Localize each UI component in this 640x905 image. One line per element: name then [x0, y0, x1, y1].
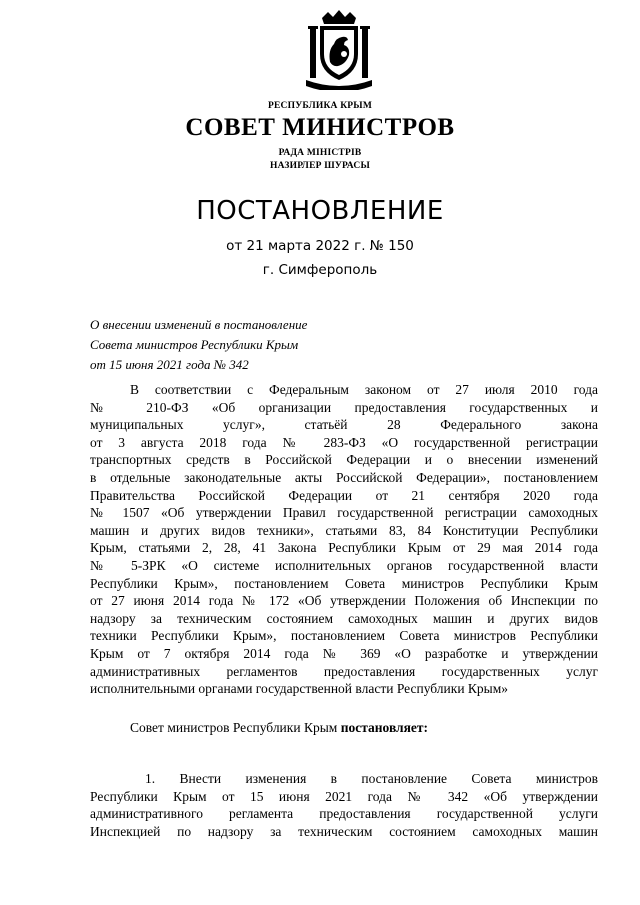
document-city: г. Симферополь: [262, 262, 378, 278]
item-line: 1. Внести изменения в постановление Совета министров: [145, 771, 598, 786]
item-line: Инспекцией по надзору за техническим состоянием самоходных машин: [90, 823, 598, 839]
preamble-line: № 5-ЗРК «О системе исполнительных органов государственной власти: [90, 557, 598, 573]
preamble-line: Крым от 7 октября 2014 года № 369 «О разработке и утверждении: [90, 645, 598, 661]
preamble-line: Правительства Российской Федерации от 21 сентября 2020 года: [90, 487, 598, 503]
coat-of-arms-emblem: [300, 10, 378, 90]
preamble-line: машин и других видов техники», статьями 83, 84 Конституции Республики: [90, 522, 598, 538]
preamble-line: муниципальных услуг», статьёй 28 Федерального закона: [90, 417, 598, 433]
decree-verb: постановляет:: [340, 720, 429, 735]
preamble-line: транспортных средств в Российской Федерации и о внесении изменений: [90, 452, 598, 468]
council-name: СОВЕТ МИНИСТРОВ: [185, 114, 455, 141]
preamble-line: от 3 августа 2018 года № 283-ФЗ «О государственной регистрации: [90, 434, 598, 450]
subject-line: Совета министров Республики Крым: [90, 337, 299, 352]
preamble-line: № 1507 «Об утверждении Правил государственной регистрации самоходных: [90, 505, 598, 521]
preamble-line: надзору за техническим состоянием самоходных машин и других видов: [90, 610, 598, 626]
subject-line: от 15 июня 2021 года № 342: [90, 357, 249, 372]
preamble-line: исполнительными органами государственной власти Республики Крым»: [90, 681, 509, 697]
document-title: ПОСТАНОВЛЕНИЕ: [196, 196, 444, 226]
council-name-crimean-tatar: НАЗИРЛЕР ШУРАСЫ: [270, 161, 370, 171]
preamble-paragraph: [90, 381, 598, 698]
item-line: Республики Крым от 15 июня 2021 года № 342 «Об утверждении: [90, 788, 598, 804]
decree-prefix: Совет министров Республики Крым: [130, 720, 341, 735]
preamble-line: административных регламентов предоставления государственных услуг: [90, 663, 598, 679]
preamble-line: от 27 июня 2014 года № 172 «Об утверждении Положения об Инспекции по: [90, 593, 598, 609]
item-1-paragraph: [90, 770, 598, 840]
preamble-line: Республики Крым», постановлением Совета министров Республики Крым: [90, 575, 598, 591]
preamble-line: в отдельные законодательные акты Российской Федерации», постановлением: [90, 469, 598, 485]
republic-name: РЕСПУБЛИКА КРЫМ: [268, 101, 372, 111]
preamble-line: В соответствии с Федеральным законом от 27 июля 2010 года: [130, 382, 598, 397]
document-date-number: от 21 марта 2022 г. № 150: [226, 238, 414, 254]
council-name-ukrainian: РАДА МІНІСТРІВ: [278, 148, 362, 158]
decree-statement: [130, 720, 428, 736]
item-line: административного регламента предоставления государственной услуги: [90, 806, 598, 822]
preamble-line: Крым, статьями 2, 28, 41 Закона Республики Крым от 29 мая 2014 года: [90, 540, 598, 556]
subject-line: О внесении изменений в постановление: [90, 317, 308, 332]
document-subject: [90, 315, 450, 375]
preamble-line: техники Республики Крым», постановлением Совета министров Республики: [90, 628, 598, 644]
preamble-line: № 210-ФЗ «Об организации предоставления государственных и: [90, 399, 598, 415]
